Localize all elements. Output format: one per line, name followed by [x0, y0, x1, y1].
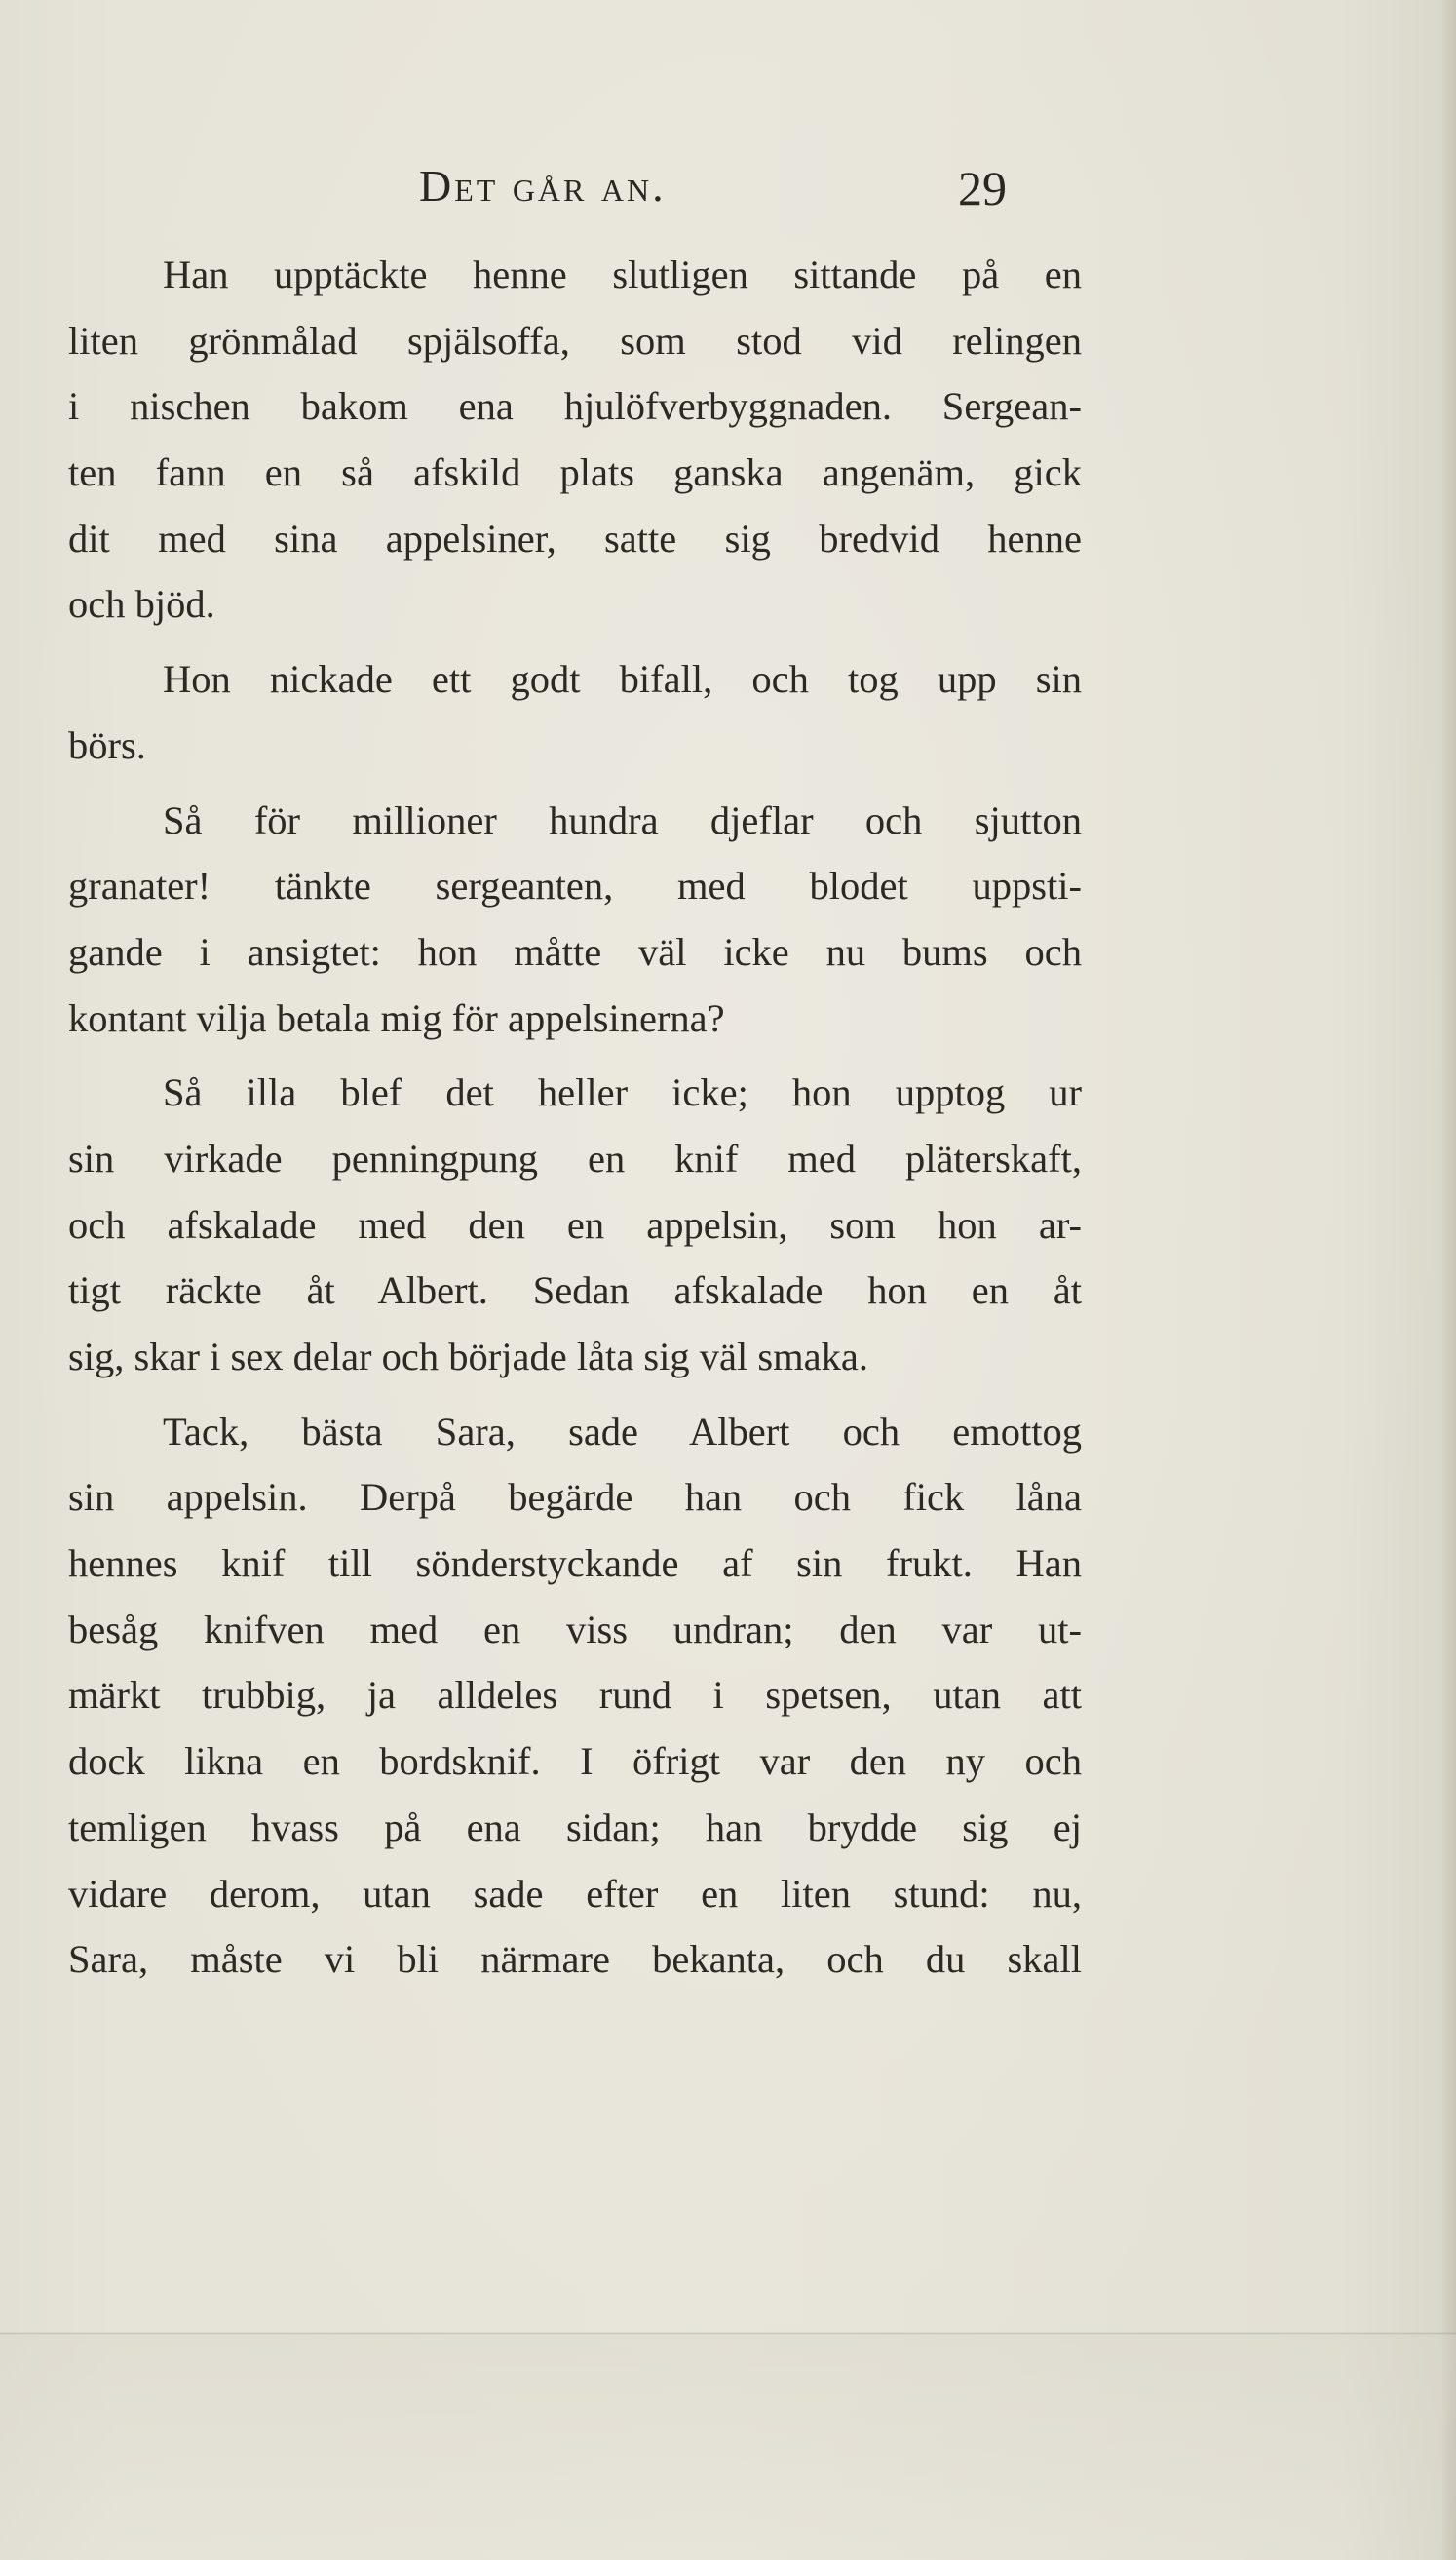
- text-line: Så för millioner hundra djeflar och sjutton: [163, 797, 1082, 842]
- text-line: Hon nickade ett godt bifall, och tog upp sin: [163, 657, 1082, 702]
- body-text: [68, 242, 1082, 1993]
- text-line: hennes knif till sönderstyckande af sin frukt. Han: [68, 1541, 1082, 1586]
- text-line: Så illa blef det heller icke; hon upptog ur: [163, 1070, 1082, 1115]
- paragraph: [68, 646, 1082, 778]
- text-line: och afskalade med den en appelsin, som hon ar-: [68, 1202, 1082, 1247]
- text-line: märkt trubbig, ja alldeles rund i spetsen, utan att: [68, 1673, 1082, 1718]
- paragraph: [68, 242, 1082, 638]
- text-line: temligen hvass på ena sidan; han brydde sig ej: [68, 1804, 1082, 1849]
- page-number: 29: [958, 161, 1007, 215]
- paragraph: [68, 788, 1082, 1052]
- text-line: kontant vilja betala mig för appelsinerna?: [68, 995, 725, 1040]
- text-line: granater! tänkte sergeanten, med blodet uppsti-: [68, 864, 1082, 909]
- lower-margin: [0, 2335, 1456, 2560]
- text-line: sig, skar i sex delar och började låta sig väl smaka.: [68, 1335, 868, 1378]
- text-line: ten fann en så afskild plats ganska angenäm, gick: [68, 450, 1082, 495]
- page-edge: [1442, 0, 1456, 2560]
- text-line: i nischen bakom ena hjulöfverbyggnaden. Sergean-: [68, 384, 1082, 429]
- paragraph: [68, 1060, 1082, 1389]
- text-line: Tack, bästa Sara, sade Albert och emottog: [163, 1409, 1082, 1454]
- text-line: besåg knifven med en viss undran; den var ut-: [68, 1607, 1082, 1651]
- text-line: sin virkade penningpung en knif med pläterskaft,: [68, 1136, 1082, 1181]
- text-line: och bjöd.: [68, 582, 215, 627]
- running-title: Det går an.: [419, 161, 667, 211]
- text-line: sin appelsin. Derpå begärde han och fick låna: [68, 1475, 1082, 1520]
- text-line: tigt räckte åt Albert. Sedan afskalade hon en åt: [68, 1268, 1082, 1313]
- paragraph: [68, 1399, 1082, 1993]
- text-line: börs.: [68, 722, 146, 767]
- text-line: vidare derom, utan sade efter en liten stund: nu,: [68, 1871, 1082, 1916]
- text-line: dit med sina appelsiner, satte sig bredvid henne: [68, 516, 1082, 561]
- text-line: gande i ansigtet: hon måtte väl icke nu bums och: [68, 929, 1082, 974]
- text-line: Han upptäckte henne slutligen sittande på en: [163, 252, 1082, 296]
- text-line: Sara, måste vi bli närmare bekanta, och du skall: [68, 1937, 1082, 1982]
- text-line: dock likna en bordsknif. I öfrigt var den ny och: [68, 1739, 1082, 1784]
- page-header: [0, 156, 1456, 224]
- text-line: liten grönmålad spjälsoffa, som stod vid relingen: [68, 318, 1082, 363]
